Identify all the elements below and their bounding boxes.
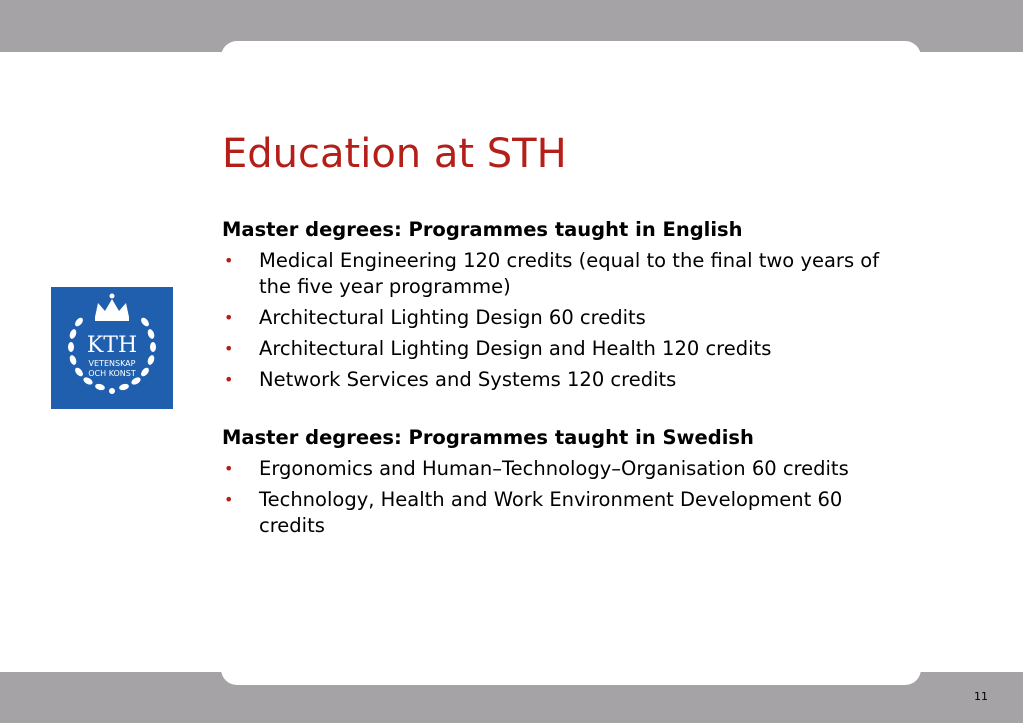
kth-logo <box>51 287 173 409</box>
bullet-icon: • <box>224 339 234 358</box>
swedish-programme-list <box>222 456 902 539</box>
list-item <box>222 305 902 331</box>
crown-icon <box>95 294 129 322</box>
list-item-text: Technology, Health and Work Environment Development 60 credits <box>259 488 843 537</box>
kth-logo-subtext-2: OCH KONST <box>88 369 136 378</box>
list-item-text: Medical Engineering 120 credits (equal to the final two years of the five year programme) <box>259 249 880 298</box>
list-item <box>222 248 902 300</box>
bullet-icon: • <box>224 251 234 270</box>
bullet-icon: • <box>224 490 234 509</box>
bullet-icon: • <box>224 370 234 389</box>
section-heading-english: Master degrees: Programmes taught in English <box>222 218 743 241</box>
page-number: 11 <box>974 690 988 703</box>
kth-logo-text: KTH <box>86 333 138 358</box>
section-heading-swedish: Master degrees: Programmes taught in Swedish <box>222 426 754 449</box>
list-item <box>222 367 902 393</box>
section-spacer <box>222 398 902 425</box>
kth-logo-emblem <box>51 287 173 409</box>
list-item-text: Ergonomics and Human–Technology–Organisation 60 credits <box>259 457 849 480</box>
list-item <box>222 456 902 482</box>
list-item-text: Architectural Lighting Design and Health 120 credits <box>259 337 772 360</box>
list-item-text: Architectural Lighting Design 60 credits <box>259 306 646 329</box>
slide-title: Education at STH <box>222 131 567 177</box>
list-item <box>222 336 902 362</box>
bullet-icon: • <box>224 459 234 478</box>
slide-content <box>222 217 902 544</box>
kth-logo-subtext-1: VETENSKAP <box>88 359 136 368</box>
list-item-text: Network Services and Systems 120 credits <box>259 368 677 391</box>
bullet-icon: • <box>224 308 234 327</box>
english-programme-list <box>222 248 902 393</box>
list-item <box>222 487 902 539</box>
